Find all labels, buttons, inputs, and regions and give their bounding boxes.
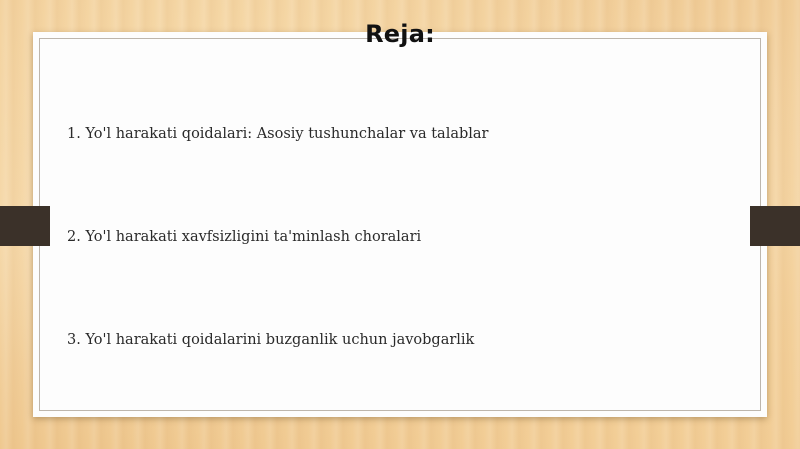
right-decorative-tab	[750, 206, 800, 246]
card-inner-border	[39, 38, 761, 411]
list-item-3: 3. Yo'l harakati qoidalarini buzganlik uchun javobgarlik	[67, 332, 475, 348]
slide-card	[33, 32, 767, 417]
left-decorative-tab	[0, 206, 50, 246]
slide-title: Reja:	[365, 20, 435, 48]
list-item-1: 1. Yo'l harakati qoidalari: Asosiy tushunchalar va talablar	[67, 126, 489, 142]
list-item-2: 2. Yo'l harakati xavfsizligini ta'minlash choralari	[67, 229, 422, 245]
